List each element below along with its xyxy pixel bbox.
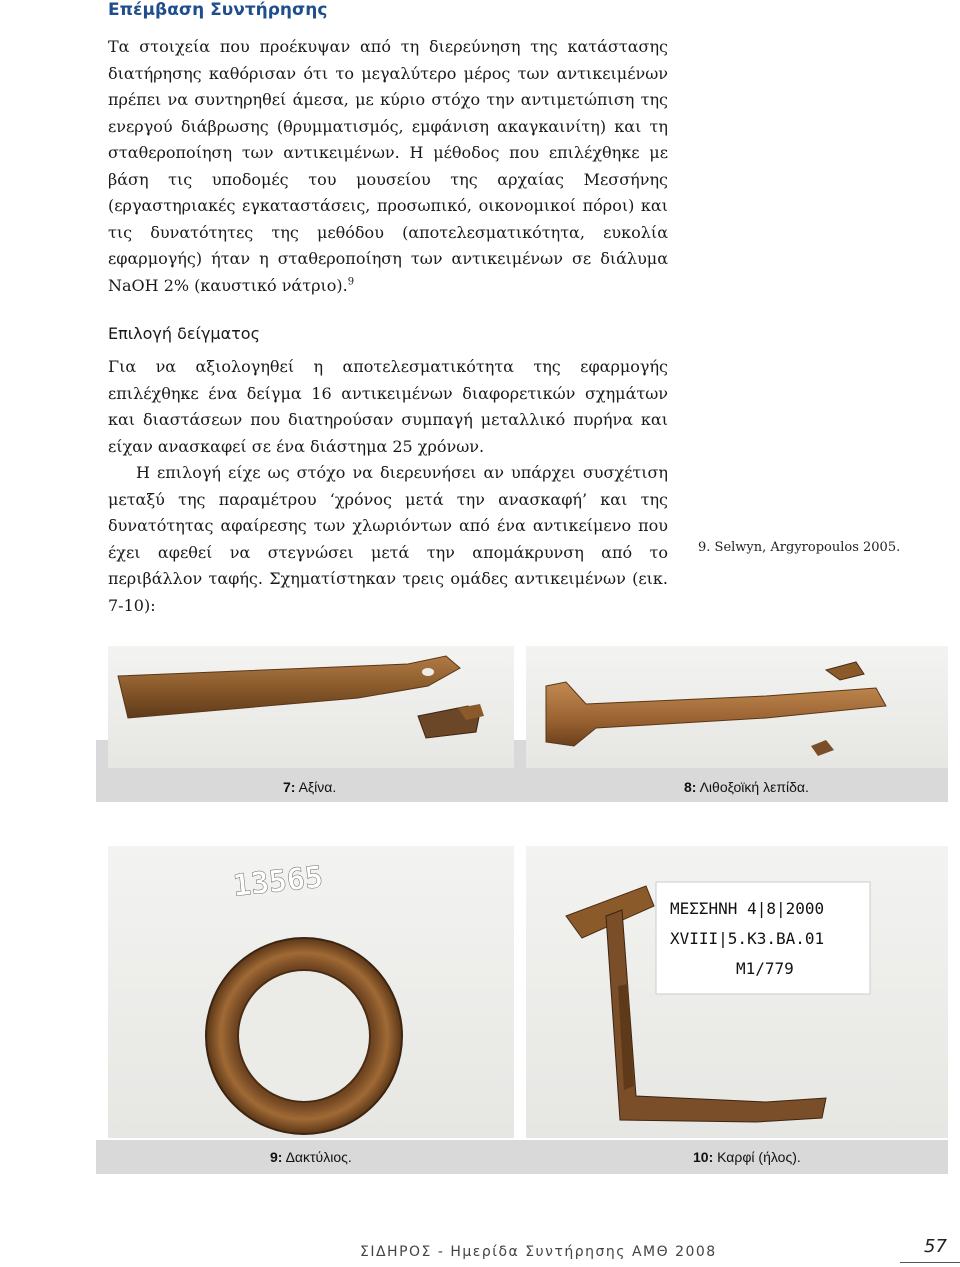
photo-nail [526,846,948,1138]
footnote: 9. Selwyn, Argyropoulos 2005. [698,540,901,555]
paragraph-sample: Για να αξιολογηθεί η αποτελεσματικότητα της εφαρμογής επιλέχθηκε ένα δείγμα 16 αντικειμένων διαφορετικών σχημάτων και διαστάσεων που διατηρούσαν συμπαγή μεταλλικό πυρήνα και είχαν ανασκαφεί σε ένα διάστημα 25 χρόνων. [108,357,668,456]
figure-band-bottom [96,1140,948,1174]
nail-image [526,846,948,1138]
subheading-sample-selection: Επιλογή δείγματος [108,324,260,343]
fig9-label: Δακτύλιος. [285,1149,352,1165]
caption-fig9 [270,1149,352,1165]
fig10-label: Καρφί (ήλος). [717,1149,801,1165]
photo-blade [526,646,948,768]
page-footer: ΣΙΔΗΡΟΣ - Ημερίδα Συντήρησης ΑΜΘ 2008 [360,1244,717,1260]
blade-image [526,646,948,768]
nail-tag-line1: ΜΕΣΣΗΝΗ 4|8|2000 [670,899,825,918]
nail-tag-line3: Μ1/779 [736,959,794,978]
caption-fig10 [693,1149,801,1165]
nail-tag-line2: XVIII|5.Κ3.ΒΑ.01 [670,929,825,948]
photo-ring [108,846,514,1138]
fig10-number: 10: [693,1149,714,1165]
paragraph-aim: Η επιλογή είχε ως στόχο να διερευνήσει αν υπάρχει συσχέτιση μεταξύ της παραμέτρου ‘χρόνος μετά την ανασκαφή’ και της δυνατότητας αφαίρεσης των χλωριόντων από ένα αντικείμενο που έχει αφεθεί να στεγνώσει μετά την απομάκρυνση από το περιβάλλον ταφής. Σχηματίστηκαν τρεις ομάδες αντικειμένων (εικ. 7-10): [108,463,668,615]
fig7-number: 7: [283,779,296,795]
photo-axe [108,646,514,768]
page-number: 57 [924,1236,947,1257]
caption-fig7 [283,779,336,795]
footnote-ref: 9 [347,276,355,288]
fig7-label: Αξίνα. [298,779,337,795]
footer-rule [900,1262,960,1263]
fig9-number: 9: [270,1149,283,1165]
section-title: Επέμβαση Συντήρησης [108,0,328,20]
caption-fig8 [684,779,809,795]
fig8-number: 8: [684,779,697,795]
paragraph-conservation-method: Τα στοιχεία που προέκυψαν από τη διερεύνηση της κατάστασης διατήρησης καθόρισαν ότι το μεγαλύτερο μέρος των αντικειμένων πρέπει να συντηρηθεί άμεσα, με κύριο στόχο την αντιμετώπιση της ενεργού διάβρωσης (θρυμματισμός, εμφάνιση ακαγκαινίτη) και τη σταθεροποίηση των αντικειμένων. Η μέθοδος που επιλέχθηκε με βάση τις υποδομές του μουσείου της αρχαίας Μεσσήνης (εργαστηριακές εγκαταστάσεις, προσωπικό, οικονομικοί πόροι) και τις δυνατότητες της μεθόδου (αποτελεσματικότητα, ευκολία εφαρμογής) ήταν η σταθεροποίηση των αντικειμένων σε διάλυμα NaOH 2% (καυστικό νάτριο).$^9$ [108,37,668,295]
ring-image [108,846,514,1138]
fig8-label: Λιθοξοϊκή λεπίδα. [699,779,809,795]
axe-image [108,646,514,768]
ring-tag-number: 13565 [231,859,325,904]
